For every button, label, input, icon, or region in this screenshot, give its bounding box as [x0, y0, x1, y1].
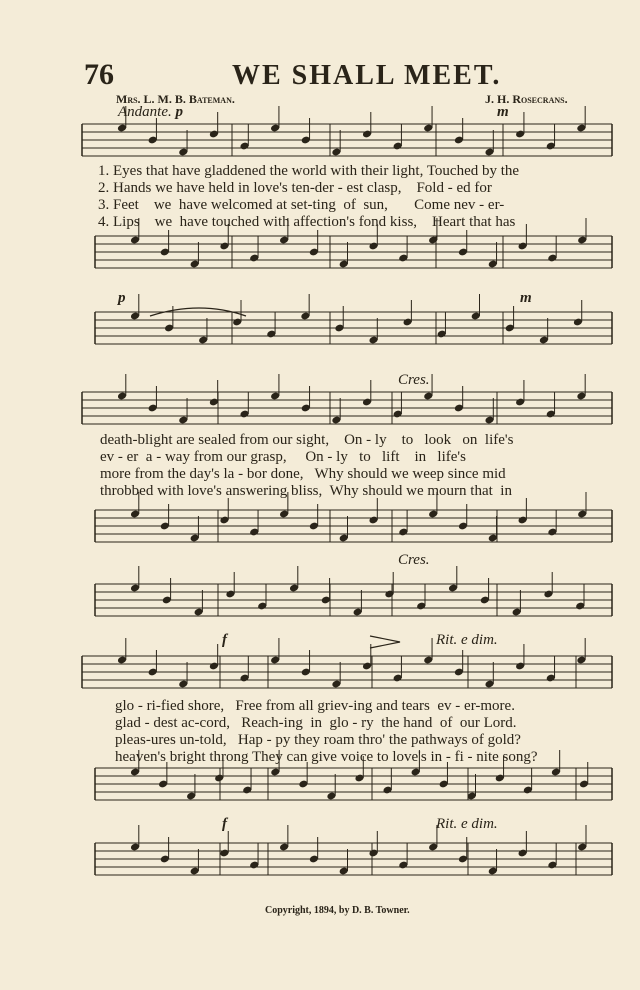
tempo-mark: Andante. p [118, 104, 183, 120]
verse-line: glo - ri-fied shore, Free from all griev-ing and tears ev - er-more. [115, 698, 515, 714]
verse-line: death-blight are sealed from our sight, On - ly to look on life's [100, 432, 514, 448]
verse-line: ev - er a - way from our grasp, On - ly to lift in life's [100, 449, 466, 465]
ritardando-mark: Rit. e dim. [436, 632, 498, 648]
verse-line: pleas-ures un-told, Hap - py they roam thro' the pathways of gold? [115, 732, 521, 748]
dynamic-mark-m: m [497, 104, 509, 120]
verse-line: 2. Hands we have held in love's ten-der - est clasp, Fold - ed for [98, 180, 492, 196]
verse-line: glad - dest ac-cord, Reach-ing in glo - ry the hand of our Lord. [115, 715, 517, 731]
verse-line: heaven's bright throng They can give voice to love's in - fi - nite song? [115, 749, 538, 765]
dynamic-mark-f: f [222, 632, 227, 648]
copyright-notice: Copyright, 1894, by D. B. Towner. [265, 905, 410, 916]
verse-line: 1. Eyes that have gladdened the world with their light, Touched by the [98, 163, 520, 179]
crescendo-mark: Cres. [398, 372, 430, 388]
composer-credit: J. H. Rosecrans. [485, 92, 568, 106]
ritardando-mark: Rit. e dim. [436, 816, 498, 832]
crescendo-mark: Cres. [398, 552, 430, 568]
dynamic-mark-p: p [118, 290, 126, 306]
verse-line: 4. Lips we have touched with affection's fond kiss, Heart that has [98, 214, 516, 230]
lyricist-credit: Mrs. L. M. B. Bateman. [116, 92, 235, 106]
dynamic-mark-f: f [222, 816, 227, 832]
verse-line: 3. Feet we have welcomed at set-ting of sun, Come nev - er- [98, 197, 505, 213]
page-number: 76 [84, 58, 114, 91]
hymn-title: WE SHALL MEET. [232, 60, 502, 91]
verse-line: throbbed with love's answering bliss, Why should we mourn that in [100, 483, 512, 499]
verse-line: more from the day's la - bor done, Why should we weep since mid [100, 466, 506, 482]
dynamic-mark-m: m [520, 290, 532, 306]
